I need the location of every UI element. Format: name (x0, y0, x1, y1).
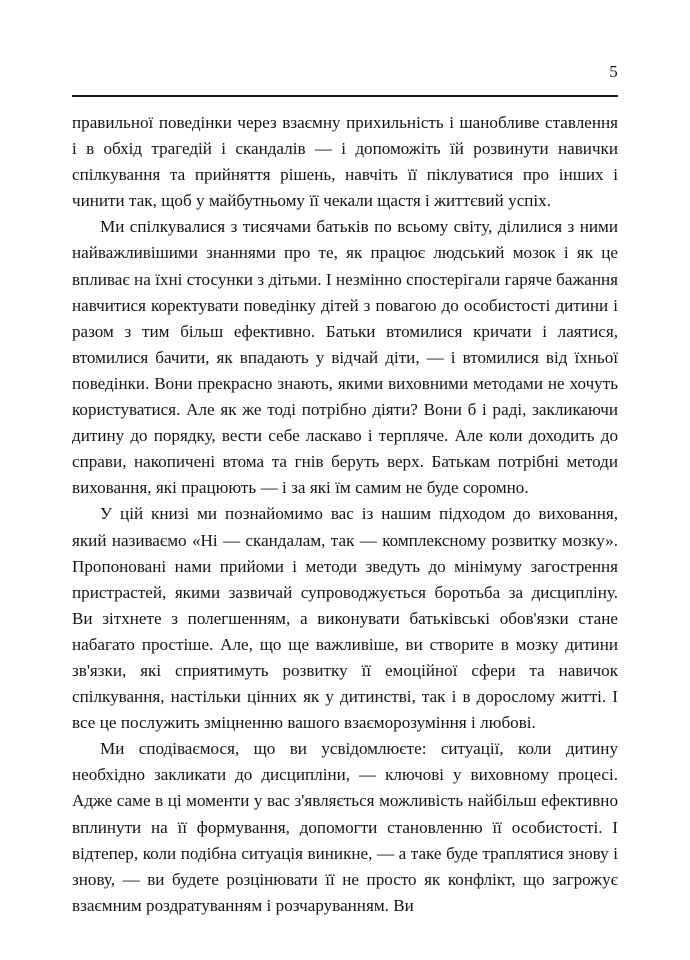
page-header (72, 62, 618, 97)
header-divider (72, 95, 618, 97)
paragraph: У цій книзі ми познайомимо вас із нашим підходом до виховання, який називаємо «Ні — скандалам, так — комплексному розвитку мозку». Пропоновані нами прийоми і методи зведуть до мінімуму загострення пристрастей, якими зазвичай супроводжується боротьба за дисципліну. Ви зітхнете з полегшенням, а виконувати батьківські обов'язки стане набагато простіше. Але, що ще важливіше, ви створите в мозку дитини зв'язки, які сприятимуть розвитку її емоційної сфери та навичок спілкування, настільки цінних як у дитинстві, так і в дорослому житті. І все це послужить зміцненню вашого взаєморозуміння і любові. (72, 504, 618, 733)
page-number: 5 (609, 62, 618, 81)
paragraph: Ми спілкувалися з тисячами батьків по всьому світу, ділилися з ними найважливішими знаннями про те, як працює людський мозок і як це впливає на їхні стосунки з дітьми. І незмінно спостерігали гаряче бажання навчитися коректувати поведінку дітей з повагою до особистості дитини і разом з тим більш ефективно. Батьки втомилися кричати і лаятися, втомилися бачити, як впадають у відчай діти, — і втомилися від їхньої поведінки. Вони прекрасно знають, якими виховними методами не хочуть користуватися. Але як же тоді потрібно діяти? Вони б і раді, закликаючи дитину до порядку, вести себе ласкаво і терпляче. Але коли доходить до справи, накопичені втома та гнів беруть верх. Батькам потрібні методи виховання, які працюють — і за які їм самим не буде соромно. (72, 217, 619, 498)
paragraph: Ми сподіваємося, що ви усвідомлюєте: ситуації, коли дитину необхідно закликати до дисципліни, — ключові у виховному процесі. Адже саме в ці моменти у вас з'являється можливість найбільш ефективно вплинути на її формування, допомогти становленню її особистості. І відтепер, коли подібна ситуація виникне, — а таке буде траплятися знову і знову, — ви будете розцінювати її не просто як конфлікт, що загрожує взаємним роздратуванням і розчаруванням. Ви (72, 739, 618, 915)
body-text-block (72, 110, 618, 919)
paragraph: правильної поведінки через взаємну прихильність і шанобливе ставлення і в обхід трагедій і скандалів — і допоможіть їй розвинути навички спілкування та прийняття рішень, навчіть її піклуватися про інших і чинити так, щоб у майбутньому її чекали щастя і життєвий успіх. (72, 113, 618, 211)
